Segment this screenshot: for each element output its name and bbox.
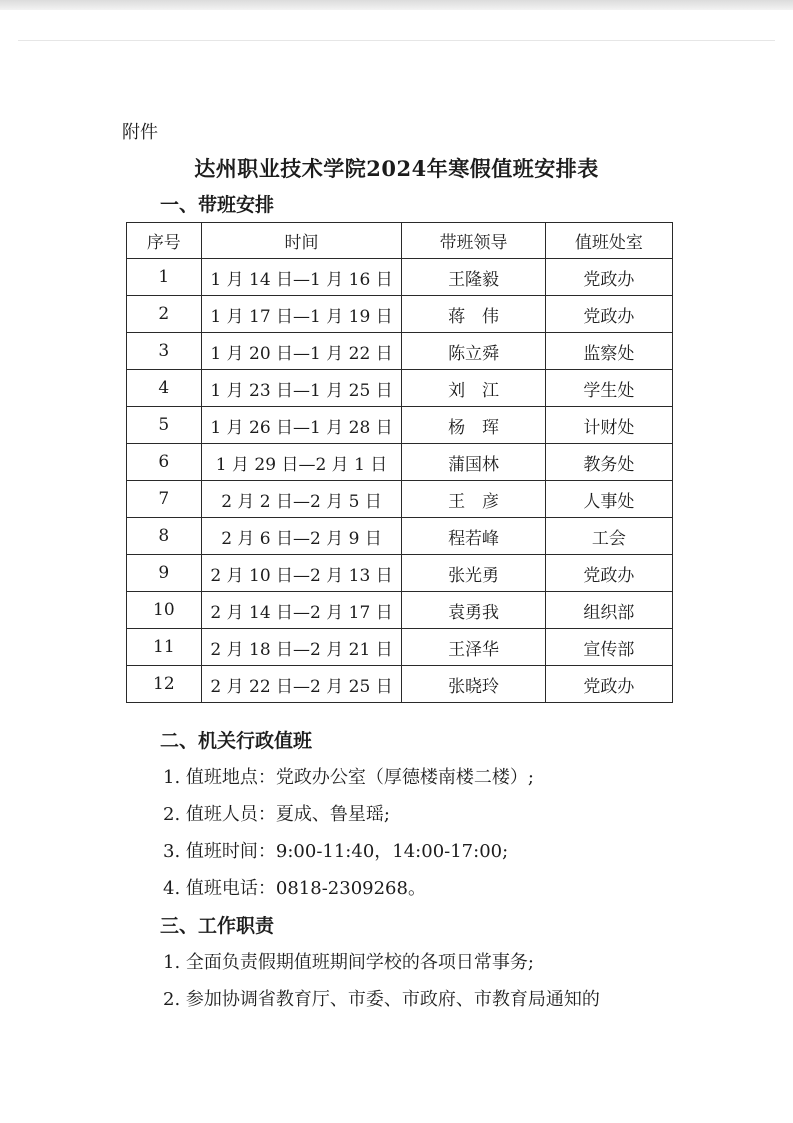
cell-time: 2 月 10 日—2 月 13 日 [201, 555, 402, 592]
cell-time: 1 月 14 日—1 月 16 日 [201, 259, 402, 296]
cell-number: 3 [127, 333, 202, 370]
cell-time: 2 月 22 日—2 月 25 日 [201, 666, 402, 703]
cell-time: 2 月 18 日—2 月 21 日 [201, 629, 402, 666]
cell-number: 8 [127, 518, 202, 555]
cell-number: 5 [127, 407, 202, 444]
cell-time: 2 月 2 日—2 月 5 日 [201, 481, 402, 518]
cell-leader: 张光勇 [402, 555, 545, 592]
cell-time: 1 月 23 日—1 月 25 日 [201, 370, 402, 407]
header-cell-number: 序号 [127, 223, 202, 259]
table-row [127, 666, 673, 703]
cell-office: 教务处 [545, 444, 672, 481]
cell-time: 2 月 6 日—2 月 9 日 [201, 518, 402, 555]
table-row [127, 592, 673, 629]
document-title: 达州职业技术学院2024年寒假值班安排表 [194, 156, 599, 181]
cell-number: 6 [127, 444, 202, 481]
office-duty-staff: 2. 值班人员：夏成、鲁星瑶; [163, 804, 390, 825]
table-row [127, 407, 673, 444]
cell-leader: 张晓玲 [402, 666, 545, 703]
cell-number: 9 [127, 555, 202, 592]
cell-office: 党政办 [545, 666, 672, 703]
cell-time: 1 月 17 日—1 月 19 日 [201, 296, 402, 333]
table-row [127, 333, 673, 370]
cell-office: 宣传部 [545, 629, 672, 666]
scan-divider [18, 40, 775, 41]
cell-time: 1 月 20 日—1 月 22 日 [201, 333, 402, 370]
scan-edge [0, 0, 793, 10]
table-row [127, 259, 673, 296]
cell-office: 党政办 [545, 296, 672, 333]
cell-office: 党政办 [545, 555, 672, 592]
cell-leader: 陈立舜 [402, 333, 545, 370]
office-duty-hours: 3. 值班时间：9:00-11:40，14:00-17:00; [163, 841, 509, 862]
cell-office: 组织部 [545, 592, 672, 629]
duty-schedule-table [126, 222, 673, 703]
table-row [127, 518, 673, 555]
header-cell-time: 时间 [201, 223, 402, 259]
office-duty-phone: 4. 值班电话：0818-2309268。 [163, 878, 426, 899]
cell-number: 4 [127, 370, 202, 407]
section-heading-office-duty: 二、机关行政值班 [160, 730, 313, 752]
table-row [127, 370, 673, 407]
cell-number: 1 [127, 259, 202, 296]
cell-leader: 王泽华 [402, 629, 545, 666]
cell-leader: 王隆毅 [402, 259, 545, 296]
section-heading-responsibilities: 三、工作职责 [160, 915, 275, 937]
cell-number: 12 [127, 666, 202, 703]
attachment-label: 附件 [122, 122, 158, 143]
table-row [127, 444, 673, 481]
office-duty-location: 1. 值班地点：党政办公室（厚德楼南楼二楼）; [163, 767, 534, 788]
cell-office: 人事处 [545, 481, 672, 518]
table-header-row [127, 223, 673, 259]
cell-number: 7 [127, 481, 202, 518]
table-row [127, 555, 673, 592]
table-row [127, 296, 673, 333]
cell-leader: 蒋 伟 [402, 296, 545, 333]
cell-leader: 杨 珲 [402, 407, 545, 444]
cell-time: 1 月 26 日—1 月 28 日 [201, 407, 402, 444]
cell-number: 2 [127, 296, 202, 333]
cell-office: 党政办 [545, 259, 672, 296]
cell-leader: 袁勇我 [402, 592, 545, 629]
cell-leader: 王 彦 [402, 481, 545, 518]
cell-time: 2 月 14 日—2 月 17 日 [201, 592, 402, 629]
cell-office: 工会 [545, 518, 672, 555]
header-cell-office: 值班处室 [545, 223, 672, 259]
cell-number: 10 [127, 592, 202, 629]
cell-leader: 程若峰 [402, 518, 545, 555]
cell-office: 监察处 [545, 333, 672, 370]
table-row [127, 629, 673, 666]
cell-office: 计财处 [545, 407, 672, 444]
cell-leader: 刘 江 [402, 370, 545, 407]
responsibility-item: 1. 全面负责假期值班期间学校的各项日常事务; [163, 952, 534, 973]
responsibility-item: 2. 参加协调省教育厅、市委、市政府、市教育局通知的 [163, 989, 600, 1010]
header-cell-leader: 带班领导 [402, 223, 545, 259]
section-heading-leadership: 一、带班安排 [160, 194, 275, 216]
cell-leader: 蒲国林 [402, 444, 545, 481]
cell-number: 11 [127, 629, 202, 666]
cell-time: 1 月 29 日—2 月 1 日 [201, 444, 402, 481]
cell-office: 学生处 [545, 370, 672, 407]
table-row [127, 481, 673, 518]
